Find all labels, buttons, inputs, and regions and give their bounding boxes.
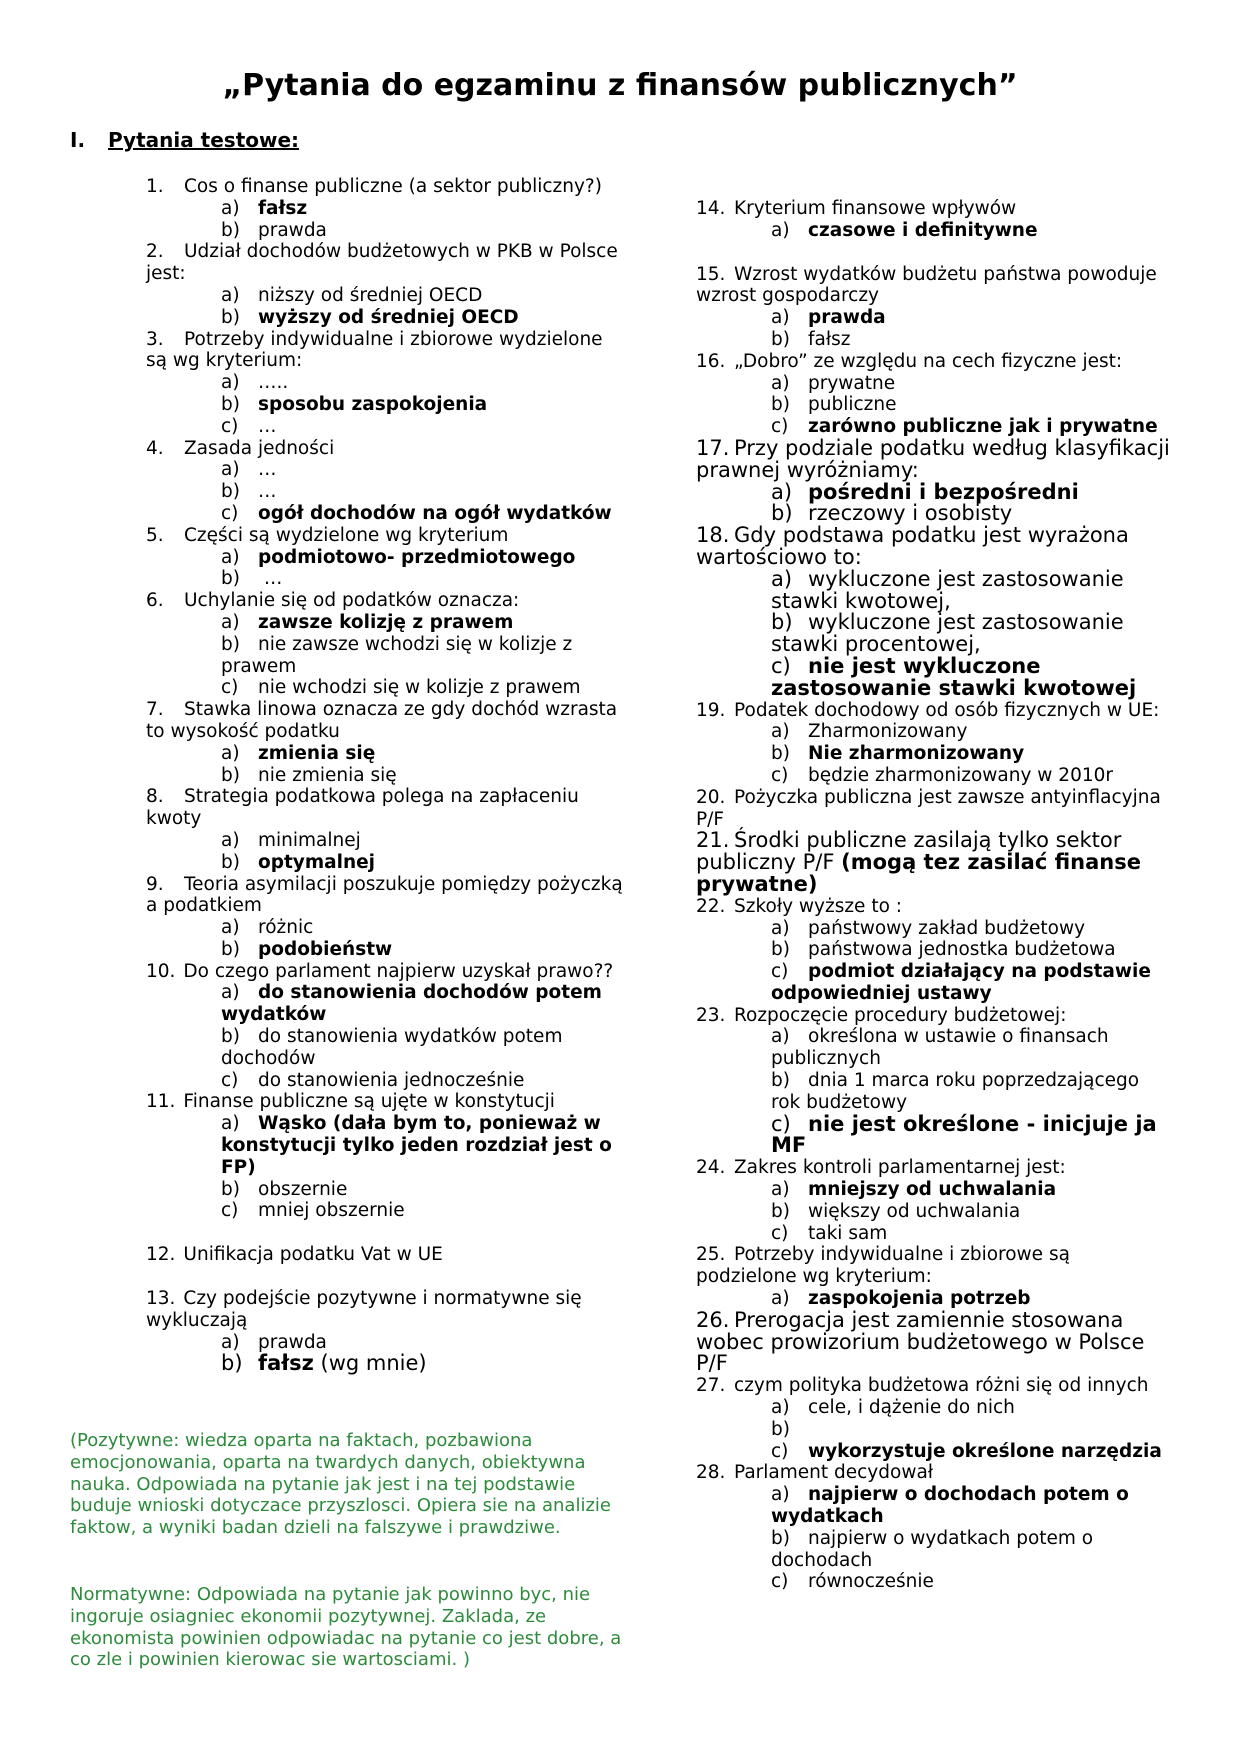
- question-number: 2.: [146, 241, 164, 263]
- option-text: optymalnej: [258, 851, 376, 873]
- question-number: 1.: [146, 176, 164, 197]
- question-item: [696, 435, 1174, 482]
- option-text: zarówno publiczne jak i prywatne: [808, 416, 1158, 438]
- option-letter: a): [771, 566, 793, 591]
- option-text: fałsz: [808, 328, 851, 350]
- question-text: Rozpoczęcie procedury budżetowej:: [734, 1004, 1067, 1026]
- section-heading: [70, 128, 299, 152]
- question-item: [146, 438, 624, 460]
- option-text: państwowy zakład budżetowy: [808, 917, 1086, 939]
- option-letter: a): [771, 917, 790, 939]
- question-number: 24.: [696, 1157, 726, 1179]
- question-text: Prerogacja jest zamiennie stosowana wobec prowizorium budżetowego w Polsce P/F: [696, 1307, 1145, 1376]
- answer-option: [771, 329, 1174, 351]
- option-letter: b): [221, 633, 240, 655]
- answer-option: [771, 566, 1174, 613]
- answer-option: [771, 1528, 1174, 1572]
- option-letter: c): [221, 1069, 239, 1091]
- question-item: [696, 264, 1174, 308]
- option-letter: c): [221, 415, 239, 437]
- option-letter: a): [771, 307, 790, 329]
- question-item: [146, 1288, 624, 1332]
- answer-option: [221, 1026, 624, 1070]
- option-text: nie jest wykluczone zastosowanie stawki kwotowej: [771, 653, 1137, 700]
- question-text: Uchylanie się od podatków oznacza:: [184, 590, 520, 612]
- answer-option: [221, 852, 624, 874]
- option-letter: a): [771, 1484, 790, 1506]
- option-text: czasowe i definitywne: [808, 219, 1038, 241]
- option-letter: c): [771, 1222, 789, 1244]
- option-text: sposobu zaspokojenia: [258, 393, 488, 415]
- answer-option: [221, 917, 624, 939]
- question-item: [146, 699, 624, 743]
- answer-option: [771, 1201, 1174, 1223]
- option-letter: a): [771, 1397, 790, 1419]
- option-letter: a): [771, 479, 793, 504]
- section-number: I.: [70, 128, 86, 152]
- question-number: 14.: [696, 198, 726, 219]
- question-item: [146, 786, 624, 830]
- option-letter: b): [771, 1070, 790, 1092]
- question-number: 13.: [146, 1288, 176, 1310]
- answer-option: [221, 481, 624, 503]
- question-text: Do czego parlament najpierw uzyskał prawo??: [183, 960, 614, 982]
- question-number: 22.: [696, 895, 726, 917]
- answer-option: [771, 1484, 1174, 1528]
- option-text: zawsze kolizję z prawem: [258, 611, 514, 633]
- option-text: Zharmonizowany: [808, 721, 968, 743]
- answer-option: [221, 1113, 624, 1178]
- answer-option: [771, 612, 1174, 656]
- question-number: 10.: [146, 960, 176, 982]
- option-letter: c): [771, 961, 789, 983]
- option-text: zaspokojenia potrzeb: [808, 1288, 1031, 1310]
- option-text: …..: [258, 372, 289, 394]
- question-number: 11.: [146, 1091, 176, 1113]
- question-text: Unifikacja podatku Vat w UE: [183, 1244, 443, 1266]
- option-letter: a): [221, 611, 240, 633]
- option-text: niższy od średniej OECD: [258, 284, 483, 306]
- right-question-column: [696, 198, 1174, 1593]
- answer-option: [221, 459, 624, 481]
- question-number: 27.: [696, 1375, 726, 1397]
- option-text: wykorzystuje określone narzędzia: [808, 1440, 1162, 1462]
- answer-option: [221, 220, 624, 242]
- question-text: „Dobro” ze względu na cech fizyczne jest:: [734, 350, 1123, 372]
- option-text: prawda: [808, 307, 886, 329]
- question-text: Cos o finanse publiczne (a sektor publiczny?): [184, 176, 602, 197]
- answer-option: [771, 743, 1174, 765]
- answer-option: [221, 307, 624, 329]
- question-number: 15.: [696, 263, 726, 285]
- question-number: 9.: [146, 873, 164, 895]
- option-text: Nie zharmonizowany: [808, 743, 1025, 765]
- option-text: prawda: [258, 219, 327, 241]
- answer-option: [221, 634, 624, 678]
- option-letter: a): [771, 219, 790, 241]
- question-text: czym polityka budżetowa różni się od innych: [734, 1375, 1149, 1397]
- option-text: równocześnie: [808, 1571, 934, 1593]
- question-number: 8.: [146, 786, 164, 808]
- question-item: [696, 896, 1174, 918]
- option-letter: c): [771, 764, 789, 786]
- question-text: Teoria asymilacji poszukuje pomiędzy pożyczką a podatkiem: [146, 873, 623, 917]
- answer-option: [771, 1111, 1174, 1158]
- question-number: 4.: [146, 437, 164, 459]
- answer-option: [771, 1397, 1174, 1419]
- option-letter: a): [771, 1026, 790, 1048]
- spacer: [146, 1266, 624, 1288]
- question-item: [146, 961, 624, 983]
- option-text: będzie zharmonizowany w 2010r: [808, 764, 1113, 786]
- option-text: mniej obszernie: [258, 1200, 405, 1222]
- question-item: [146, 525, 624, 547]
- option-text: mniejszy od uchwalania: [808, 1179, 1057, 1201]
- option-letter: a): [221, 546, 240, 568]
- question-number: 26.: [696, 1307, 730, 1332]
- answer-option: [771, 479, 1174, 504]
- option-letter: b): [771, 743, 790, 765]
- option-letter: b): [221, 481, 240, 503]
- option-letter: b): [221, 1178, 240, 1200]
- option-text: …: [258, 415, 277, 437]
- option-text: nie jest określone - inicjuje ja MF: [771, 1111, 1157, 1158]
- answer-option: [771, 765, 1174, 787]
- option-letter: c): [771, 1440, 789, 1462]
- question-item: [696, 525, 1174, 569]
- page-title: „Pytania do egzaminu z finansów publicznych”: [222, 68, 1018, 103]
- answer-option: [221, 743, 624, 765]
- option-text: nie zawsze wchodzi się w kolizje z prawem: [221, 633, 573, 677]
- question-number: 23.: [696, 1004, 726, 1026]
- option-letter: a): [221, 372, 240, 394]
- question-text: Wzrost wydatków budżetu państwa powoduje wzrost gospodarczy: [696, 263, 1157, 307]
- answer-option: [771, 394, 1174, 416]
- answer-option: [771, 220, 1174, 242]
- option-letter: b): [221, 851, 240, 873]
- answer-option: [771, 918, 1174, 940]
- option-text: cele, i dążenie do nich: [808, 1397, 1015, 1419]
- question-text: Potrzeby indywidualne i zbiorowe wydzielone są wg kryterium:: [146, 328, 603, 372]
- question-text: Gdy podstawa podatku jest wyrażona wartościowo to:: [696, 523, 1129, 569]
- option-letter: a): [221, 1113, 240, 1135]
- question-item: [696, 1157, 1174, 1179]
- question-item: [146, 329, 624, 373]
- question-item: [696, 830, 1174, 895]
- answer-option: [771, 1419, 1174, 1441]
- question-number: 12.: [146, 1244, 176, 1266]
- option-letter: b): [771, 1418, 790, 1440]
- option-text: zmienia się: [258, 742, 376, 764]
- question-item: [696, 1307, 1174, 1376]
- question-text: Zasada jedności: [184, 437, 335, 459]
- answer-option: [771, 653, 1174, 700]
- option-text: nie wchodzi się w kolizje z prawem: [258, 677, 581, 699]
- option-text: prawda: [258, 1331, 327, 1353]
- question-item: [146, 1091, 624, 1113]
- question-item: [696, 787, 1174, 831]
- option-letter: a): [221, 982, 240, 1004]
- question-number: 20.: [696, 786, 726, 808]
- option-text: wykluczone jest zastosowanie stawki kwotowej,: [771, 566, 1124, 613]
- question-text: Części są wydzielone wg kryterium: [184, 524, 509, 546]
- option-letter: a): [771, 1288, 790, 1310]
- option-letter: b): [221, 938, 240, 960]
- option-letter: b): [771, 939, 790, 961]
- answer-option: [771, 307, 1174, 329]
- option-text: …: [258, 568, 283, 590]
- answer-option: [771, 1223, 1174, 1245]
- question-text: Parlament decydował: [734, 1462, 934, 1484]
- option-letter: a): [771, 1179, 790, 1201]
- question-text: Pożyczka publiczna jest zawsze antyinflacyjna P/F: [696, 786, 1161, 830]
- option-letter: a): [221, 917, 240, 939]
- option-letter: c): [221, 677, 239, 699]
- answer-option: [221, 765, 624, 787]
- question-number: 5.: [146, 524, 164, 546]
- note-positive: (Pozytywne: wiedza oparta na faktach, pozbawiona emocjonowania, oparta na twardych danych, obiektywna nauka. Odpowiada na pytanie jak jest i na tej podstawie buduje wnioski dotyczace przyszlosci. Opiera sie na analizie faktow, a wyniki badan dzieli na falszywe i prawdziwe.: [70, 1430, 611, 1539]
- question-item: [146, 241, 624, 285]
- option-letter: b): [221, 1026, 240, 1048]
- answer-option: [221, 982, 624, 1026]
- answer-option: [221, 677, 624, 699]
- question-item: [696, 1005, 1174, 1027]
- option-text: wykluczone jest zastosowanie stawki procentowej,: [771, 610, 1124, 657]
- question-item: [696, 351, 1174, 373]
- answer-option: [221, 568, 624, 590]
- option-letter: b): [771, 1200, 790, 1222]
- section-label: Pytania testowe:: [108, 128, 300, 152]
- answer-option: [771, 1441, 1174, 1463]
- option-letter: b): [221, 219, 240, 241]
- option-text: …: [258, 459, 277, 481]
- option-letter: a): [221, 459, 240, 481]
- option-letter: b): [221, 1351, 243, 1376]
- question-text: Potrzeby indywidualne i zbiorowe są podzielone wg kryterium:: [696, 1244, 1070, 1288]
- answer-option: [771, 503, 1174, 525]
- question-number: 3.: [146, 328, 164, 350]
- question-number: 18.: [696, 523, 730, 548]
- question-number: 17.: [696, 435, 730, 460]
- spacer: [696, 242, 1174, 264]
- option-text: fałsz: [258, 1351, 314, 1376]
- option-text: pośredni i bezpośredni: [808, 479, 1079, 504]
- option-letter: a): [221, 742, 240, 764]
- question-number: 19.: [696, 699, 726, 721]
- option-letter: b): [221, 764, 240, 786]
- option-letter: b): [771, 610, 793, 635]
- question-item: [146, 1244, 624, 1266]
- answer-option: [221, 1200, 624, 1222]
- option-text: różnic: [258, 917, 314, 939]
- question-text: Czy podejście pozytywne i normatywne się wykluczają: [146, 1288, 582, 1331]
- question-number: 28.: [696, 1462, 726, 1484]
- answer-option: [771, 1179, 1174, 1201]
- option-text: do stanowienia jednocześnie: [258, 1069, 525, 1091]
- option-letter: a): [221, 1331, 240, 1353]
- question-text: Udział dochodów budżetowych w PKB w Polsce jest:: [146, 241, 618, 285]
- answer-option: [221, 503, 624, 525]
- answer-option: [771, 961, 1174, 1005]
- option-letter: c): [771, 1571, 789, 1593]
- option-text: nie zmienia się: [258, 764, 397, 786]
- option-letter: a): [771, 372, 790, 394]
- answer-option: [771, 416, 1174, 438]
- option-letter: c): [771, 653, 791, 678]
- note-normative: Normatywne: Odpowiada na pytanie jak powinno byc, nie ingoruje osiagniec ekonomii pozytywnej. Zaklada, ze ekonomista powinien odpowiadac na pytanie co jest dobre, a co zle i powinien kierowac sie wartosciami. ): [70, 1584, 622, 1671]
- question-item: [696, 1462, 1174, 1484]
- answer-option: [221, 394, 624, 416]
- option-text: …: [258, 481, 277, 503]
- question-item: [696, 700, 1174, 722]
- option-text: dnia 1 marca roku poprzedzającego rok budżetowy: [771, 1070, 1140, 1113]
- option-text: określona w ustawie o finansach publicznych: [771, 1026, 1109, 1070]
- question-number: 25.: [696, 1244, 726, 1266]
- answer-option: [771, 1571, 1174, 1593]
- question-text: Środki publiczne zasilają tylko sektor publiczny P/F: [696, 828, 1122, 875]
- option-text: najpierw o wydatkach potem o dochodach: [771, 1527, 1094, 1571]
- answer-option: [221, 372, 624, 394]
- option-text: podmiotowo- przedmiotowego: [258, 546, 576, 568]
- question-item: [696, 198, 1174, 220]
- question-number: 6.: [146, 590, 164, 612]
- question-text: Strategia podatkowa polega na zapłaceniu kwoty: [146, 786, 579, 830]
- answer-option: [221, 416, 624, 438]
- option-letter: c): [221, 502, 239, 524]
- answer-option: [221, 547, 624, 569]
- option-letter: c): [771, 1111, 791, 1136]
- option-letter: b): [221, 306, 240, 328]
- answer-option: [221, 1070, 624, 1092]
- option-text: rzeczowy i osobisty: [808, 501, 1013, 526]
- answer-option: [771, 1070, 1174, 1114]
- question-text: Kryterium finansowe wpływów: [734, 198, 1017, 219]
- option-letter: b): [771, 501, 793, 526]
- question-text: Stawka linowa oznacza ze gdy dochód wzrasta to wysokość podatku: [146, 699, 618, 742]
- question-number: 21.: [696, 828, 730, 853]
- question-text: Przy podziale podatku według klasyfikacji prawnej wyróżniamy:: [696, 435, 1170, 482]
- answer-option: [221, 285, 624, 307]
- question-text: Zakres kontroli parlamentarnej jest:: [734, 1157, 1066, 1179]
- answer-option: [221, 1353, 624, 1375]
- answer-option: [771, 721, 1174, 743]
- option-text: do stanowienia dochodów potem wydatków: [221, 982, 602, 1026]
- spacer: [146, 1222, 624, 1244]
- question-number: 7.: [146, 699, 164, 721]
- question-text: Szkoły wyższe to :: [734, 895, 902, 917]
- answer-option: [221, 198, 624, 220]
- answer-option: [221, 1179, 624, 1201]
- option-text: ogół dochodów na ogół wydatków: [258, 502, 612, 524]
- option-letter: c): [771, 416, 789, 438]
- question-number: 16.: [696, 350, 726, 372]
- option-letter: a): [221, 197, 240, 219]
- answer-option: [221, 1332, 624, 1354]
- option-text: publiczne: [808, 394, 897, 416]
- question-answer: (mogą tez zasilać finanse prywatne): [696, 850, 1141, 896]
- question-item: [146, 874, 624, 918]
- left-question-column: [146, 176, 624, 1375]
- option-letter: a): [221, 829, 240, 851]
- option-text: do stanowienia wydatków potem dochodów: [221, 1026, 563, 1069]
- question-text: Finanse publiczne są ujęte w konstytucji: [183, 1091, 555, 1113]
- option-text: fałsz: [258, 197, 308, 219]
- answer-option: [771, 1026, 1174, 1070]
- option-letter: c): [221, 1200, 239, 1222]
- option-text: obszernie: [258, 1178, 348, 1200]
- answer-option: [221, 612, 624, 634]
- answer-option: [221, 939, 624, 961]
- option-letter: a): [221, 284, 240, 306]
- answer-option: [771, 1288, 1174, 1310]
- option-text: minimalnej: [258, 829, 361, 851]
- answer-option: [771, 939, 1174, 961]
- answer-option: [771, 373, 1174, 395]
- option-letter: b): [221, 393, 240, 415]
- option-letter: b): [771, 394, 790, 416]
- option-letter: b): [221, 568, 240, 590]
- option-letter: b): [771, 328, 790, 350]
- option-text: prywatne: [808, 372, 896, 394]
- question-text: Podatek dochodowy od osób fizycznych w UE:: [734, 699, 1160, 721]
- question-item: [146, 176, 624, 198]
- option-text: podobieństw: [258, 938, 393, 960]
- option-letter: b): [771, 1527, 790, 1549]
- option-text: większy od uchwalania: [808, 1200, 1021, 1222]
- option-comment: (wg mnie): [313, 1351, 427, 1376]
- option-text: taki sam: [808, 1222, 888, 1244]
- question-item: [696, 1244, 1174, 1288]
- option-text: Wąsko (dała bym to, ponieważ w konstytucji tylko jeden rozdział jest o FP): [221, 1113, 612, 1178]
- question-item: [696, 1375, 1174, 1397]
- option-text: podmiot działający na podstawie odpowiedniej ustawy: [771, 961, 1151, 1004]
- option-text: najpierw o dochodach potem o wydatkach: [771, 1484, 1129, 1528]
- option-letter: a): [771, 721, 790, 743]
- question-item: [146, 590, 624, 612]
- option-text: wyższy od średniej OECD: [258, 306, 519, 328]
- answer-option: [221, 830, 624, 852]
- option-text: państwowa jednostka budżetowa: [808, 939, 1116, 961]
